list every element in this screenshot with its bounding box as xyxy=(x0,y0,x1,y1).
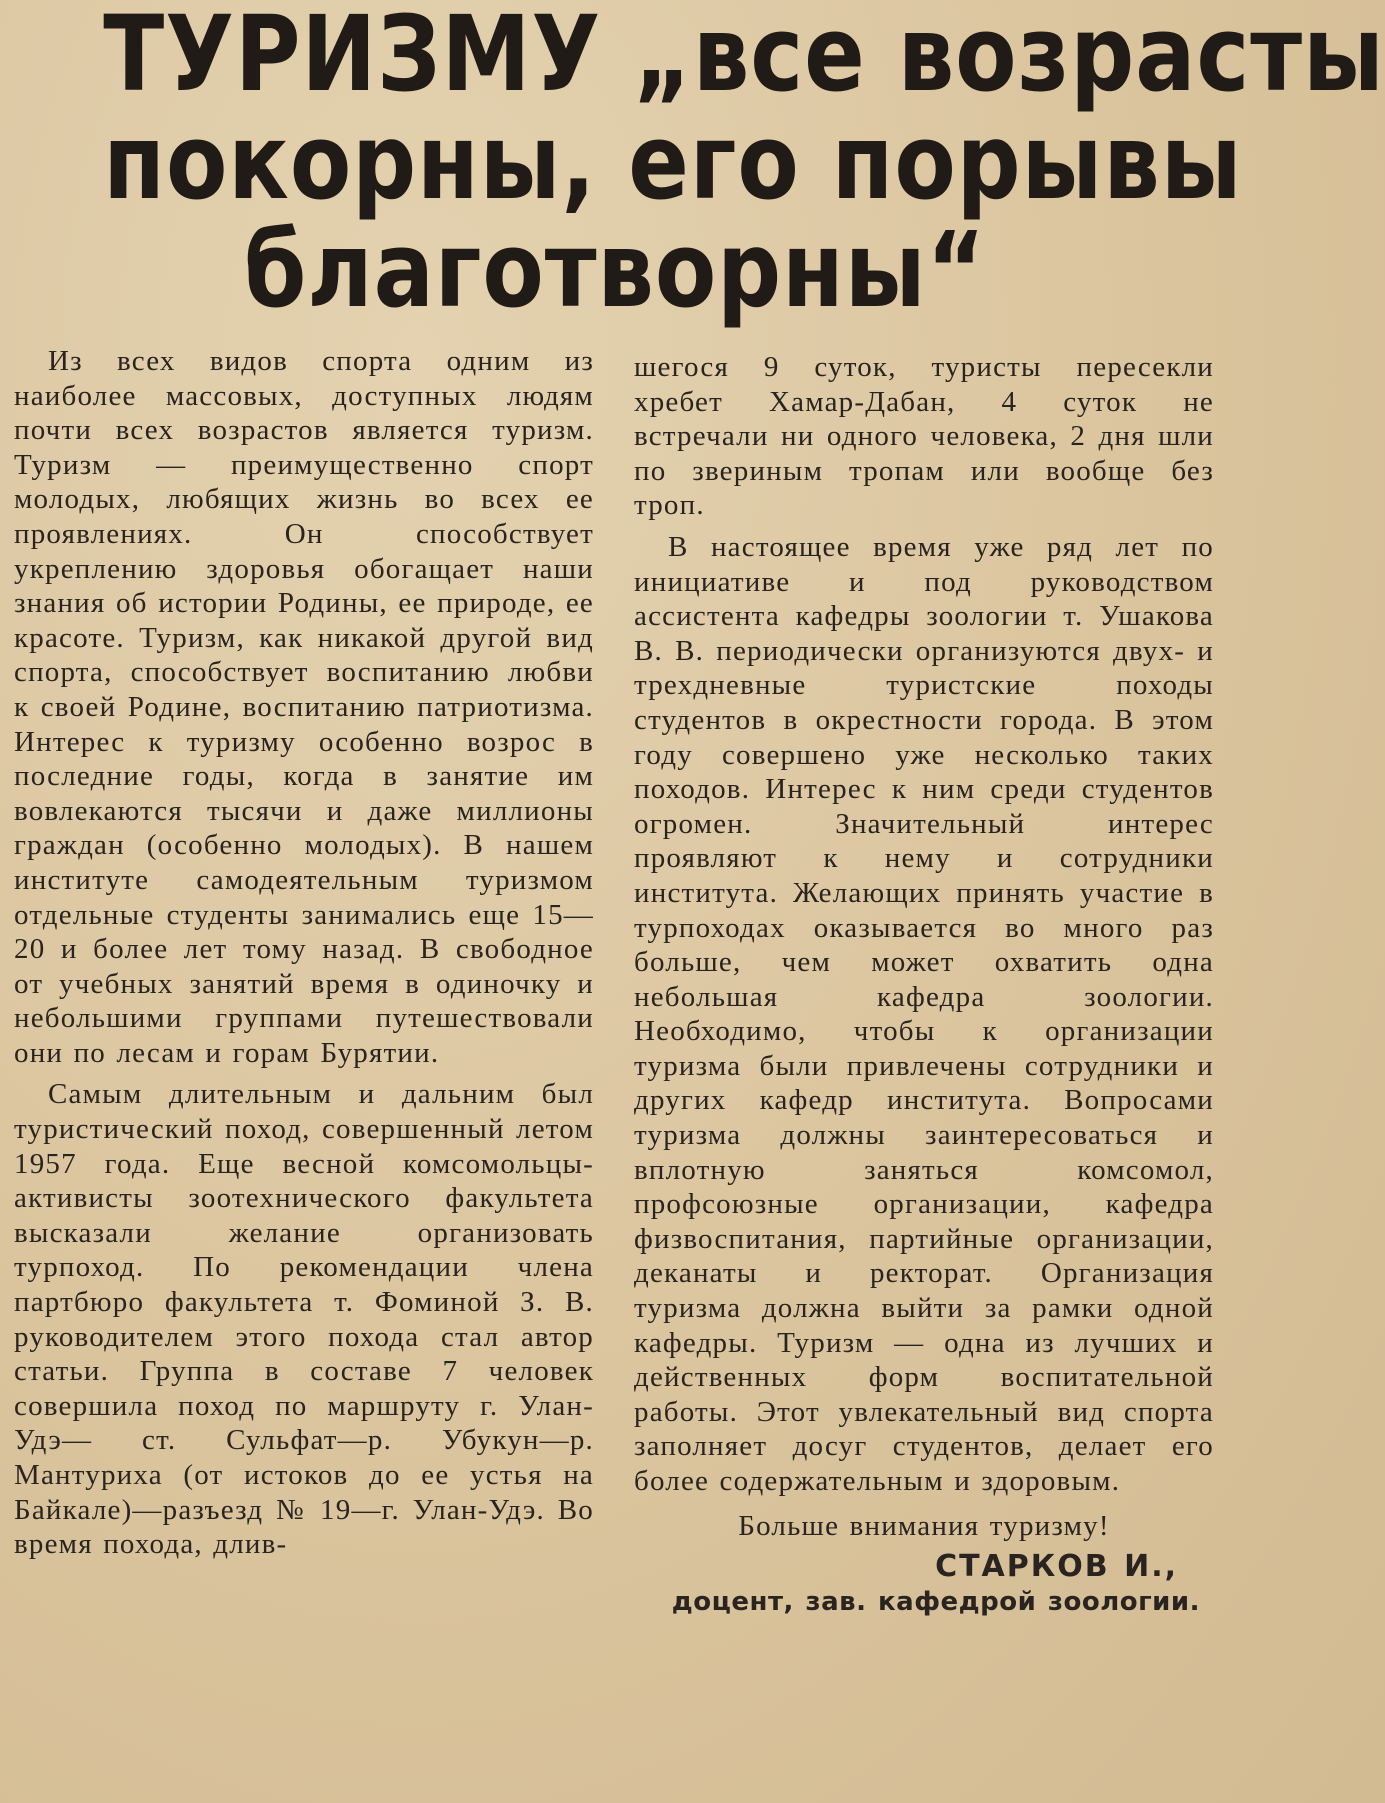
author-role: доцент, зав. кафедрой зоологии. xyxy=(671,1586,1200,1617)
paragraph: Самым длительным и дальним был туристический поход, совершенный летом 1957 года. Еще весной комсомольцы-активисты зоотехнического факультета высказали желание организовать турпоход. По рекомендации члена партбюро факультета т. Фоминой З. В. руководителем этого похода стал автор статьи. Группа в составе 7 человек совершила поход по маршруту г. Улан-Удэ— ст. Сульфат—р. Убукун—р. Мантуриха (от истоков до ее устья на Байкале)—разъезд № 19—г. Улан-Удэ. Во время похода, длив- xyxy=(14,1078,594,1561)
author-signature xyxy=(634,1550,1214,1619)
paragraph-continuation: шегося 9 суток, туристы пересекли хребет Хамар-Дабан, 4 суток не встречали ни одного человека, 2 дня шли по звериным тропам или вообще без троп. xyxy=(634,351,1214,522)
headline-line-2: покорны, его порывы xyxy=(103,101,1243,223)
article-headline xyxy=(103,0,1385,331)
author-name: СТАРКОВ И., xyxy=(935,1549,1178,1585)
headline-line-3: благотворны“ xyxy=(243,209,987,331)
headline-line-1: ТУРИЗМУ „все возрасты xyxy=(103,0,1385,115)
paragraph: Из всех видов спорта одним из наиболее массовых, доступных людям почти всех возрастов является туризм. Туризм — преимущественно спорт молодых, любящих жизнь во всех ее проявлениях. Он способствует укреплению здоровья обогащает наши знания об истории Родины, ее природе, ее красоте. Туризм, как никакой другой вид спорта, способствует воспитанию любви к своей Родине, воспитанию патриотизма. Интерес к туризму особенно возрос в последние годы, когда в занятие им вовлекаются тысячи и даже миллионы граждан (особенно молодых). В нашем институте самодеятельным туризмом отдельные студенты занимались еще 15—20 и более лет тому назад. В свободное от учебных занятий время в одиночку и небольшими группами путешествовали они по лесам и горам Бурятии. xyxy=(14,345,594,1069)
paragraph: В настоящее время уже ряд лет по инициативе и под руководством ассистента кафедры зоологии т. Ушакова В. В. периодически организуются двух- и трехдневные туристские походы студентов в окрестности города. В этом году совершено уже несколько таких походов. Интерес к ним среди студентов огромен. Значительный интерес проявляют к нему и сотрудники института. Желающих принять участие в турпоходах оказывается во много раз больше, чем может охватить одна небольшая кафедра зоологии. Необходимо, чтобы к организации туризма были привлечены сотрудники и других кафедр института. Вопросами туризма должны заинтересоваться и вплотную заняться комсомол, профсоюзные организации, кафедра физвоспитания, партийные организации, деканаты и ректорат. Организация туризма должна выйти за рамки одной кафедры. Туризм — одна из лучших и действенных форм воспитательной работы. Этот увлекательный вид спорта заполняет досуг студентов, делает его более содержательным и здоровым. xyxy=(634,530,1214,1497)
article-body xyxy=(14,344,1214,1799)
left-column xyxy=(14,344,594,1569)
closing-line: Больше внимания туризму! xyxy=(738,1509,1110,1542)
right-column xyxy=(634,350,1214,1619)
